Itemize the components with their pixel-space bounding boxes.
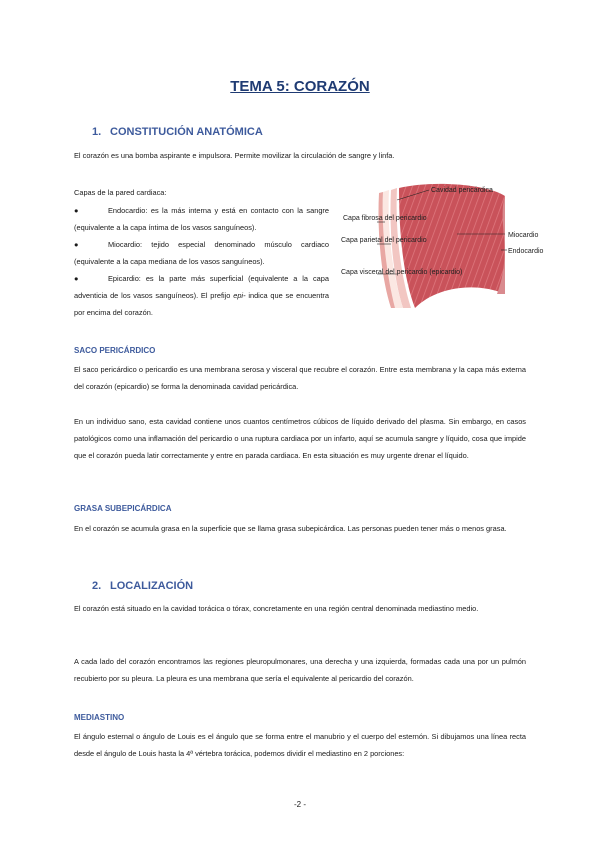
label-miocardio: Miocardio — [508, 232, 539, 239]
label-fibrosa: Capa fibrosa del pericardio — [343, 215, 427, 222]
paragraph-grasa: En el corazón se acumula grasa en la superficie que se llama grasa subepicárdica. Las personas pueden tener más o menos grasa. — [74, 524, 507, 533]
bullet-term: Endocardio: — [108, 206, 148, 215]
paragraph-localizacion-1: El corazón está situado en la cavidad torácica o tórax, concretamente en una región central denominada mediastino medio. — [74, 604, 479, 613]
bullet-term: Miocardio: — [108, 240, 143, 249]
page-title: TEMA 5: CORAZÓN — [230, 78, 370, 95]
label-visceral: Capa visceral del pericardio (epicardio) — [341, 269, 463, 276]
bullet-epicardio — [74, 270, 329, 321]
paragraph-localizacion-2: A cada lado del corazón encontramos las regiones pleuropulmonares, una derecha y una izquierda, formadas cada una por un pulmón recubierto por su pleura. La pleura es una membrana que sería el equivalente al pericardio del corazón. — [74, 657, 526, 683]
bullet-text: es la más interna y está en contacto con la sangre (equivalente a la capa íntima de los vasos sanguíneos). — [74, 206, 329, 232]
layers-heading: Capas de la pared cardiaca: — [74, 188, 167, 197]
bullet-endocardio — [74, 202, 329, 236]
subheading-saco: SACO PERICÁRDICO — [74, 346, 156, 355]
paragraph-saco-1: El saco pericárdico o pericardio es una membrana serosa y visceral que recubre el corazón. Entre esta membrana y la capa más externa del corazón (epicardio) se forma la denominada cavidad pericárdica. — [74, 365, 526, 391]
label-cavidad: Cavidad pericárdica — [431, 187, 493, 194]
label-endocardio: Endocardio — [508, 248, 544, 255]
bullet-dot: ● — [74, 240, 79, 249]
bullet-dot: ● — [74, 206, 79, 215]
paragraph-intro: El corazón es una bomba aspirante e impulsora. Permite movilizar la circulación de sangre y linfa. — [74, 151, 395, 160]
bullet-text: tejido especial denominado músculo cardiaco (equivalente a la capa mediana de los vasos sanguíneos). — [74, 240, 329, 266]
bullet-italic: epi- — [233, 291, 246, 300]
section-number: 1. — [92, 126, 102, 138]
paragraph-mediastino: El ángulo esternal o ángulo de Louis es el ángulo que se forma entre el manubrio y el cuerpo del esternón. Si dibujamos una línea recta desde el ángulo de Louis hasta la 4ª vértebra torácica, podemos dividir el mediastino en 2 porciones: — [74, 732, 526, 758]
myocardium-shape — [399, 184, 505, 308]
bullet-text: es la parte más superficial (equivalente a la capa adventicia de los vasos sanguíneos). El prefijo — [74, 274, 329, 300]
bullet-dot: ● — [74, 274, 79, 283]
bullet-text-end: indica que se encuentra por encima del corazón. — [74, 291, 329, 317]
section-heading-constitucion — [92, 126, 263, 138]
heart-wall-figure — [337, 182, 544, 312]
section-title: LOCALIZACIÓN — [110, 580, 194, 592]
subheading-mediastino: MEDIASTINO — [74, 713, 125, 722]
bullet-term: Epicardio: — [108, 274, 141, 283]
section-title: CONSTITUCIÓN ANATÓMICA — [110, 126, 263, 138]
section-number: 2. — [92, 580, 102, 592]
bullet-miocardio — [74, 236, 329, 270]
section-heading-localizacion — [92, 580, 193, 592]
page-number: -2 - — [294, 800, 306, 809]
label-parietal: Capa parietal del pericardio — [341, 237, 427, 244]
paragraph-saco-2: En un individuo sano, esta cavidad contiene unos cuantos centímetros cúbicos de líquido derivado del plasma. Sin embargo, en casos patológicos como una inflamación del pericardio o una ruptura cardiaca por un infarto, aquí se acumula sangre y líquido, cosa que impide que el corazón pueda latir correctamente y entre en parada cardiaca. En esta situación es muy urgente drenar el líquido. — [74, 417, 526, 460]
subheading-grasa: GRASA SUBEPICÁRDICA — [74, 504, 172, 513]
